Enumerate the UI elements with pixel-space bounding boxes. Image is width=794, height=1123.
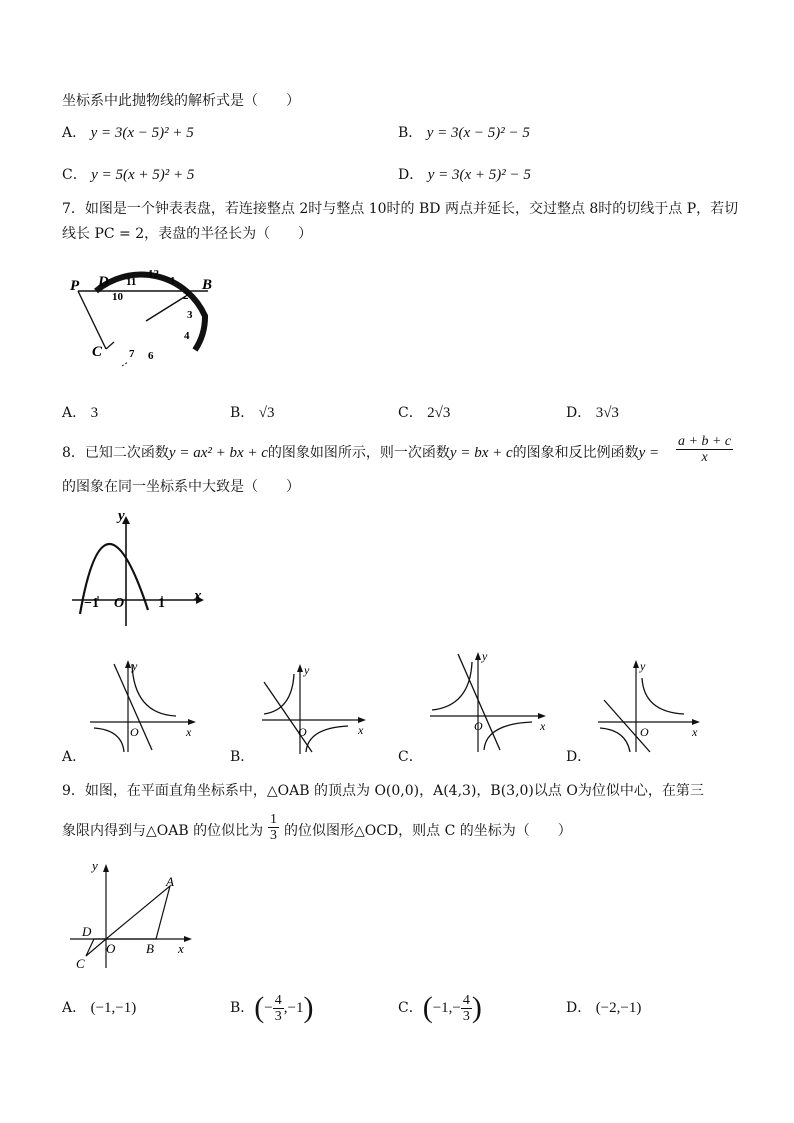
fraction-numerator: 1 xyxy=(270,812,277,827)
q7-stem-line2: 线长 PC = 2，表盘的半径长为（ ） xyxy=(62,226,313,242)
y-axis-arrow xyxy=(103,864,109,872)
y-axis-arrow xyxy=(633,660,639,668)
option-letter: A． xyxy=(62,405,87,421)
q7-option-a[interactable] xyxy=(62,404,98,422)
numeral-4: 4 xyxy=(184,330,190,342)
hyperbola-branch-1 xyxy=(132,664,176,716)
label-C: C xyxy=(92,344,103,360)
q7-option-b[interactable] xyxy=(230,404,274,422)
option-value: 3 xyxy=(90,405,99,421)
option-letter: A． xyxy=(62,125,87,141)
tangent-PC xyxy=(78,291,106,349)
option-letter: D． xyxy=(566,1000,592,1016)
option-letter: B． xyxy=(230,405,255,421)
q8-graph-b[interactable] xyxy=(260,660,370,756)
q7-stem-line1: 7．如图是一个钟表表盘，若连接整点 2时与整点 10时的 BD 两点并延长，交过整点 8时的切线于点 P，若切 xyxy=(62,201,739,217)
numeral-2: 2 xyxy=(183,290,189,302)
numeral-12: 12 xyxy=(148,268,159,280)
triangle-OAB xyxy=(106,886,170,939)
option-value: 2√3 xyxy=(427,405,451,421)
label-D: D xyxy=(98,274,109,290)
q8-recip-lhs: y = xyxy=(638,445,660,461)
option-letter: B． xyxy=(230,1000,255,1016)
option-formula: y = 3(x − 5)² + 5 xyxy=(90,125,194,141)
q8-text-c: 的图象和反比例函数 xyxy=(512,445,639,461)
label-origin: O xyxy=(298,725,307,739)
option-value: (−1,−1) xyxy=(90,1000,137,1016)
label-origin: O xyxy=(114,596,125,611)
fraction-denominator: 3 xyxy=(274,1008,282,1024)
q8-text-b: 的图象如图所示，则一次函数 xyxy=(267,445,450,461)
label-1: 1 xyxy=(158,596,165,611)
label-B: B xyxy=(202,277,213,293)
q8-text-a: 8．已知二次函数 xyxy=(62,445,169,461)
numeral-7: 7 xyxy=(129,348,135,360)
label-x: x xyxy=(194,588,202,604)
triangle-OCD xyxy=(86,939,106,956)
label-B: B xyxy=(146,941,154,956)
fraction-denominator: 3 xyxy=(270,828,277,843)
q8-option-b[interactable]: B． xyxy=(230,749,255,765)
q7-option-d[interactable] xyxy=(566,404,619,422)
numeral-10: 10 xyxy=(112,291,123,303)
label-A: A xyxy=(166,874,174,889)
label-x: x xyxy=(358,723,364,737)
label-y: y xyxy=(640,659,646,673)
q9-stem-line2b: 的位似图形△OCD，则点 C 的坐标为（ ） xyxy=(284,823,572,839)
label-y: y xyxy=(118,508,125,524)
q9-option-c[interactable] xyxy=(398,990,482,1026)
option-formula: y = 3(x − 5)² − 5 xyxy=(426,125,530,141)
label-origin: O xyxy=(640,725,649,739)
q7-clock-figure xyxy=(68,258,218,373)
q8-recip-fraction xyxy=(676,434,733,465)
fraction-numerator: 4 xyxy=(462,992,470,1008)
label-origin: O xyxy=(130,725,139,739)
q6-option-a[interactable] xyxy=(62,124,194,142)
hyperbola-branch-1 xyxy=(432,662,472,710)
option-fraction xyxy=(461,993,472,1024)
fraction-numerator: a + b + c xyxy=(678,434,732,449)
numeral-1: 1 xyxy=(170,275,176,287)
label-origin: O xyxy=(474,719,483,733)
option-letter: C． xyxy=(398,1000,423,1016)
label-x: x xyxy=(186,725,192,739)
option-letter: C． xyxy=(398,405,423,421)
q9-ratio-fraction xyxy=(268,812,279,843)
label-y: y xyxy=(92,858,98,873)
option-value: √3 xyxy=(258,405,275,421)
q6-option-b[interactable] xyxy=(398,124,530,142)
label-O: O xyxy=(106,941,116,956)
q9-figure xyxy=(66,856,196,974)
option-letter: D． xyxy=(566,405,592,421)
label-C: C xyxy=(76,956,85,971)
q8-graph-d[interactable] xyxy=(596,656,708,756)
q8-graph-c[interactable] xyxy=(428,646,552,756)
q6-option-c[interactable] xyxy=(62,166,194,184)
straight-line xyxy=(264,682,312,752)
q8-stem-line2: 的图象在同一坐标系中大致是（ ） xyxy=(62,479,300,495)
label-x: x xyxy=(692,725,698,739)
label-x: x xyxy=(540,719,546,733)
hyperbola-branch-1 xyxy=(264,674,294,714)
q9-option-d[interactable] xyxy=(566,999,641,1017)
y-axis-arrow xyxy=(297,664,303,672)
label-x: x xyxy=(178,941,184,956)
tick-C xyxy=(106,342,114,349)
label-y: y xyxy=(482,649,488,663)
fraction-denominator: 3 xyxy=(462,1008,470,1024)
rim-dots xyxy=(122,362,128,366)
q8-parabola-figure xyxy=(68,506,208,631)
q8-linear: y = bx + c xyxy=(449,445,513,461)
x-axis-arrow xyxy=(184,936,192,942)
q8-graph-a[interactable] xyxy=(88,656,200,756)
label-y: y xyxy=(304,663,310,677)
q8-option-a[interactable]: A． xyxy=(62,749,87,765)
q7-option-c[interactable] xyxy=(398,404,450,422)
q9-option-a[interactable] xyxy=(62,999,136,1017)
option-fraction xyxy=(273,993,284,1024)
label-P: P xyxy=(70,278,80,294)
y-axis-arrow xyxy=(475,652,481,660)
y-axis-arrow xyxy=(125,660,131,668)
q6-option-d[interactable] xyxy=(398,166,531,184)
label-y: y xyxy=(132,659,138,673)
label-neg1: −1 xyxy=(84,596,99,611)
numeral-3: 3 xyxy=(187,309,193,321)
numeral-11: 11 xyxy=(126,276,137,288)
option-letter: D． xyxy=(398,167,424,183)
option-letter: A． xyxy=(62,1000,87,1016)
q8-option-c[interactable]: C． xyxy=(398,749,423,765)
paren-left: ( xyxy=(254,991,265,1024)
option-formula: y = 5(x + 5)² + 5 xyxy=(91,167,195,183)
numeral-6: 6 xyxy=(148,350,154,362)
hyperbola-branch-2 xyxy=(94,728,124,752)
q9-option-b[interactable] xyxy=(230,990,313,1026)
fraction-denominator: x xyxy=(701,450,708,465)
q9-stem-line2a: 象限内得到与△OAB 的位似比为 xyxy=(62,823,264,839)
q8-option-d[interactable]: D． xyxy=(566,749,592,765)
paren-left: ( xyxy=(422,991,433,1024)
clock-hand xyxy=(146,296,186,321)
hyperbola-branch-2 xyxy=(600,728,630,752)
option-letter: C． xyxy=(62,167,87,183)
hyperbola-branch-2 xyxy=(484,722,532,750)
option-value: (−2,−1) xyxy=(595,1000,642,1016)
option-post: ,−1 xyxy=(283,1000,304,1016)
option-formula: y = 3(x + 5)² − 5 xyxy=(427,167,531,183)
paren-right: ) xyxy=(303,991,314,1024)
hyperbola-branch-2 xyxy=(306,726,348,752)
straight-line xyxy=(458,654,500,750)
hyperbola-branch-1 xyxy=(642,678,684,714)
q6-stem: 坐标系中此抛物线的解析式是（ ） xyxy=(62,93,300,109)
fraction-numerator: 4 xyxy=(274,992,282,1008)
q9-stem-line1: 9．如图，在平面直角坐标系中，△OAB 的顶点为 O(0,0)，A(4,3)，B(3,0)以点 O为位似中心，在第三 xyxy=(62,783,704,799)
label-D: D xyxy=(82,924,92,939)
paren-right: ) xyxy=(471,991,482,1024)
option-letter: B． xyxy=(398,125,423,141)
option-pre: − xyxy=(264,1000,273,1016)
q8-quadratic: y = ax² + bx + c xyxy=(168,445,268,461)
option-pre: −1,− xyxy=(432,1000,461,1016)
q8-stem-line1 xyxy=(62,444,659,462)
option-value: 3√3 xyxy=(595,405,619,421)
